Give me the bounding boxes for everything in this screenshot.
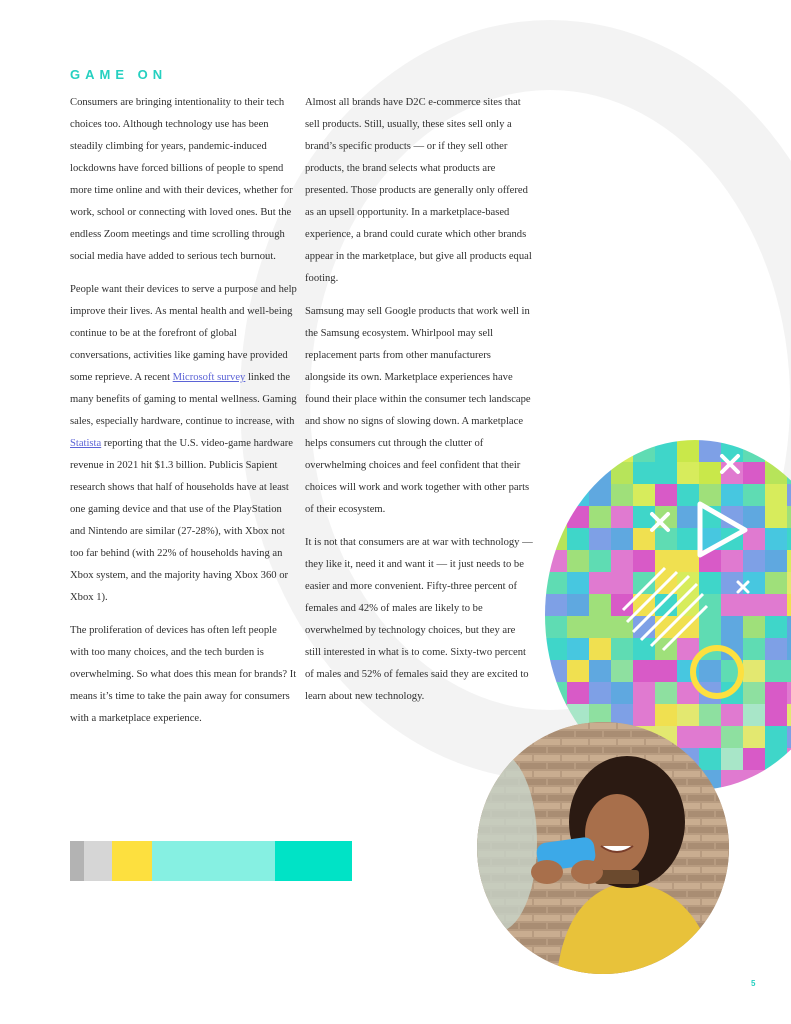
color-swatch — [70, 841, 84, 881]
paragraph: Almost all brands have D2C e-commerce sites that sell products. Still, usually, these sites sell only a brand’s specific products — or if they sell other products, the brand selects what products are presented. Those products are generally only offered as an upsell opportunity. In a marketplace-based experience, a brand could curate which other brands appear in the marketplace, but give all products equal footing. — [305, 97, 532, 284]
gamer-photo — [477, 722, 729, 974]
paragraph: The proliferation of devices has often left people with too many choices, and the tech burden is overwhelming. So what does this mean for brands? It means it’s time to take the pain away for consumers with a marketplace experience. — [70, 625, 297, 724]
color-swatch — [275, 841, 352, 881]
page-number: 5 — [751, 979, 756, 988]
paragraph: Samsung may sell Google products that work well in the Samsung ecosystem. Whirlpool may sell replacement parts from other manufacturers alongside its own. Marketplace experiences have found their place within the consumer tech landscape and show no signs of slowing down. A marketplace helps consumers cut through the clutter of overwhelming choices and feel confident that their choices will work and work together with other parts of their ecosystem. — [305, 306, 531, 515]
paragraph: Consumers are bringing intentionality to their tech choices too. Although technology use has been steadily climbing for years, pandemic-induced lockdowns have forced billions of people to spend more time online and with their devices, whether for work, school or connecting with loved ones. But the endless Zoom meetings and time scrolling through social media have added to serious tech burnout. — [70, 97, 293, 262]
right-column — [305, 92, 533, 719]
color-swatch — [84, 841, 112, 881]
section-heading: GAME ON — [70, 67, 168, 82]
photo-illustration — [477, 722, 729, 974]
paragraph-text: reporting that the U.S. video-game hardware revenue in 2021 hit $1.3 billion. Publicis Sapient research shows that half of households have at least one gaming device and that use of the PlayStation and Nintendo are similar (27-28%), with Xbox not too far behind (with 22% of households having an Xbox system, and the majority having Xbox 360 or Xbox 1). — [70, 438, 294, 603]
paragraph-text: People want their devices to serve a purpose and help improve their lives. As mental health and well-being continue to be at the forefront of global conversations, activities like gaming have provided some reprieve. A recent — [70, 284, 297, 383]
close-icon — [652, 514, 668, 530]
close-icon — [722, 456, 738, 472]
paragraph: It is not that consumers are at war with technology — they like it, need it and want it — it just needs to be easier and more convenient. Fifty-three percent of females and 42% of males are likely to be overwhelmed by technology choices, but they are still interested in what is to come. Sixty-two percent of males and 52% of females said they are excited to learn about new technology. — [305, 537, 533, 702]
microsoft-survey-link[interactable]: Microsoft survey — [172, 372, 246, 383]
left-column — [70, 92, 298, 741]
close-icon — [738, 582, 748, 592]
color-swatch — [152, 841, 275, 881]
stripes-icon — [623, 568, 707, 650]
paragraph — [70, 279, 298, 609]
ring-icon — [693, 648, 741, 696]
color-swatch — [112, 841, 152, 881]
play-icon — [700, 504, 745, 555]
statista-link[interactable]: Statista — [70, 438, 102, 449]
paragraph-text: linked the many benefits of gaming to mental wellness. Gaming sales, especially hardware, continue to increase, with — [70, 372, 297, 427]
color-bar — [70, 841, 352, 881]
